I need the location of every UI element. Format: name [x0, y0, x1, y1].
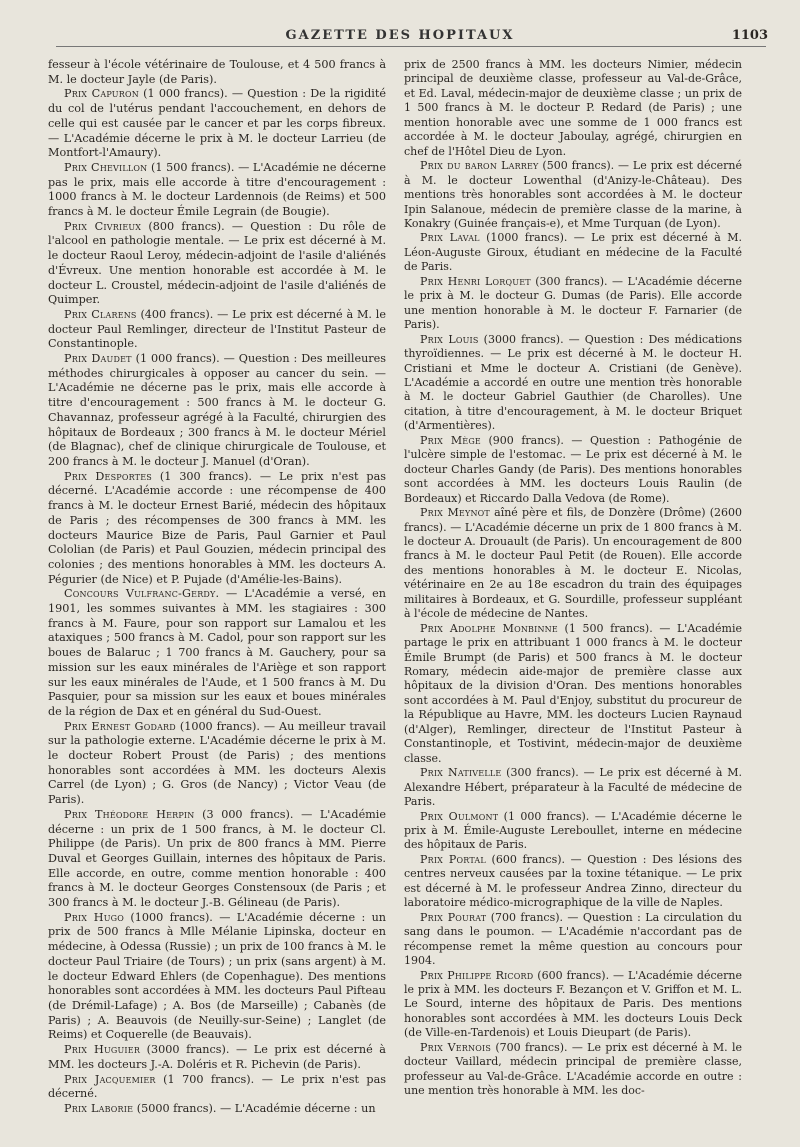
paragraph — [48, 161, 386, 220]
paragraph — [404, 434, 742, 506]
prize-name: Prix Nativelle — [420, 766, 502, 780]
paragraph — [404, 58, 742, 159]
paragraph — [404, 766, 742, 809]
paragraph-text: (1000 francs). — Au meilleur travail sur la pathologie externe. L'Académie décerne le prix à M. le docteur Robert Proust (de Paris) ; des mentions honorables sont accordées à MM. les docteurs Alexis Carrel (de Lyon) ; G. Gros (de Nancy) ; Victor Veau (de Paris). — [48, 719, 387, 807]
prize-name: Prix Daudet — [64, 352, 132, 366]
prize-name: Prix Vernois — [420, 1040, 492, 1054]
paragraph — [404, 1041, 742, 1099]
paragraph — [48, 1043, 386, 1072]
paragraph — [404, 911, 742, 969]
paragraph-text: (700 francs). — Question : La circulation du sang dans le poumon. — L'Académie n'accordant pas de récompense remet la même question au concours pour 1904. — [404, 910, 743, 968]
paragraph — [48, 720, 386, 808]
paragraph — [404, 275, 742, 333]
prize-name: Prix Meynot — [420, 506, 490, 520]
paragraph-text: (3 000 francs). — L'Académie décerne : un prix de 1 500 francs, à M. le docteur Cl. Philippe (de Paris). Un prix de 800 francs à MM. Pierre Duval et Georges Guillain, internes des hôpitaux de Paris. Elle accorde, en outre, comme mention honorable : 400 francs à M. le docteur Georges Constensoux (de Paris ; et 300 francs à M. le docteur J.-B. Gélineau (de Paris). — [48, 807, 386, 910]
paragraph-text: (1 000 francs). — L'Académie décerne le prix à M. Émile-Auguste Lereboullet, interne en médecine des hôpitaux de Paris. — [404, 809, 742, 852]
paragraph — [404, 853, 742, 911]
paragraph-text: (3000 francs). — Le prix est décerné à MM. les docteurs J.-A. Doléris et R. Pichevin (de Paris). — [48, 1043, 386, 1071]
paragraph-text: fesseur à l'école vétérinaire de Toulouse, et 4 500 francs à M. le docteur Jayle (de Paris). — [48, 58, 386, 86]
paragraph-text: (800 francs). — Question : Du rôle de l'alcool en pathologie mentale. — Le prix est décerné à M. le docteur Raoul Leroy, médecin-adjoint de l'asile d'aliénés d'Évreux. Une mention honorable est accordée à M. le docteur L. Croustel, médecin-adjoint de l'asile d'aliénés de Quimper. — [48, 219, 386, 307]
prize-name: Concours Vulfranc-Gerdy — [64, 587, 216, 601]
paragraph — [404, 622, 742, 767]
paragraph — [404, 969, 742, 1041]
paragraph-text: (600 francs). — Question : Des lésions des centres nerveux causées par la toxine tétanique. — Le prix est décerné à M. le professeur Andrea Zinno, directeur du laboratoire médico-micrographique de la ville de Naples. — [404, 852, 743, 910]
paragraph — [48, 1102, 386, 1117]
paragraph-text: (500 francs). — Le prix est décerné à M. le docteur Lowenthal (d'Anizy-le-Château). Des mentions très honorables sont accordées à M. le docteur Ipin Salanoue, médecin de première classe de la marine, à Konakry (Guinée français-e), et Mme Turquan (de Lyon). — [404, 159, 742, 230]
paragraph — [48, 58, 386, 87]
paragraph-text: (400 francs). — Le prix est décerné à M. le docteur Paul Remlinger, directeur de l'Institut Pasteur de Constantinople. — [48, 307, 386, 351]
paragraph — [48, 911, 386, 1043]
paragraph-text: aîné père et fils, de Donzère (Drôme) (2600 francs). — L'Académie décerne un prix de 1 800 francs à M. le docteur A. Drouault (de Paris). Un encouragement de 800 francs à M. le docteur Paul Petit (de Rouen). Elle accorde des mentions honorables à M. le docteur E. Nicolas, vétérinaire en 2e au 18e escadron du train des équipages militaires à Bordeaux, et G. Sourdille, professeur suppléant à l'école de médecine de Nantes. — [404, 506, 742, 621]
paragraph-text: (1 000 francs). — Question : De la rigidité du col de l'utérus pendant l'accouchement, en dehors de celle qui est causée par le cancer et par les corps fibreux. — L'Académie décerne le prix à M. le docteur Larrieu (de Montfort-l'Amaury). — [48, 87, 386, 160]
prize-name: Prix Capuron — [64, 87, 139, 101]
paragraph — [404, 231, 742, 274]
paragraph-text: . — L'Académie a versé, en 1901, les sommes suivantes à MM. les stagiaires : 300 francs à M. Faure, pour son rapport sur Lamalou et les ataxiques ; 500 francs à M. Cadol, pour son rapport sur les boues de Balaruc ; 1 700 francs à M. Gauchery, pour sa mission sur les eaux minérales de l'Ariège et son rapport sur les eaux minérales de l'Aude, et 1 500 francs à M. Du Pasquier, pour sa mission sur les eaux et boues minérales de la région de Dax et en général du Sud-Ouest. — [48, 587, 386, 718]
paragraph-text: (1 000 francs). — Question : Des meilleures méthodes chirurgicales à opposer au cancer du sein. — L'Académie ne décerne pas le prix, mais elle accorde à titre d'encouragement : 500 francs à M. le docteur G. Chavannaz, professeur agrégé à la Faculté, chirurgien des hôpitaux de Bordeaux ; 300 francs à M. le docteur Mériel (de Blagnac), chef de clinique chirurgicale de Toulouse, et 200 francs à M. le docteur J. Manuel (d'Oran). — [48, 352, 386, 468]
prize-name: Prix Clarens — [64, 307, 137, 321]
paragraph-text: (3000 francs). — Question : Des médications thyroïdiennes. — Le prix est décerné à M. le docteur H. Cristiani et Mme le docteur A. Cristiani (de Genève). L'Académie a accordé en outre une mention très honorable à M. le docteur Gabriel Gauthier (de Charolles). Une citation, à titre d'encouragement, à M. le docteur Briquet (d'Armentières). — [404, 332, 742, 433]
prize-name: Prix Ernest Godard — [64, 719, 176, 733]
paragraph-text: (700 francs). — Le prix est décerné à M. le docteur Vaillard, médecin principal de première classe, professeur au Val-de-Grâce. L'Académie accorde en outre : une mention très honorable à MM. les doc- — [404, 1040, 742, 1098]
header-rule — [56, 46, 766, 47]
prize-name: Prix Laval — [420, 231, 480, 245]
prize-name: Prix Adolphe Monbinne — [420, 621, 558, 635]
paragraph-text: (900 francs). — Question : Pathogénie de l'ulcère simple de l'estomac. — Le prix est décerné à M. le docteur Charles Gandy (de Paris). Des mentions honorables sont accordées à MM. les docteurs Louis Raulin (de Bordeaux) et Riccardo Dalla Vedova (de Rome). — [404, 433, 742, 505]
prize-name: Prix Philippe Ricord — [420, 968, 534, 982]
paragraph-text: (1 500 francs). — L'Académie partage le prix en attribuant 1 000 francs à M. le docteur Émile Brumpt (de Paris) et 500 francs à M. le docteur Romary, médecin aide-major de première classe aux hôpitaux de la division d'Oran. Des mentions honorables sont accordées à M. Paul d'Enjoy, substitut du procureur de la République au Havre, MM. les docteurs Lucien Raynaud (d'Alger), Remlinger, directeur de l'Institut Pasteur à Constantinople, et Tostivint, médecin-major de deuxième classe. — [404, 621, 742, 765]
paragraph — [48, 220, 386, 308]
prize-name: Prix Pourat — [420, 910, 487, 924]
paragraph-text: (1000 francs). — Le prix est décerné à M. Léon-Auguste Giroux, étudiant en médecine de la Faculté de Paris. — [404, 231, 742, 274]
left-column — [48, 58, 386, 1117]
prize-name: Prix Hugo — [64, 910, 125, 924]
prize-name: Prix Laborie — [64, 1101, 134, 1115]
prize-name: Prix Mège — [420, 433, 481, 447]
paragraph — [48, 87, 386, 161]
paragraph — [404, 506, 742, 622]
running-head: GAZETTE DES HOPITAUX — [285, 28, 515, 43]
prize-name: Prix Jacquemier — [64, 1072, 156, 1086]
paragraph — [48, 470, 386, 588]
paragraph-text: (1 300 francs). — Le prix n'est pas décerné. L'Académie accorde : une récompense de 400 francs à M. le docteur Ernest Barié, médecin des hôpitaux de Paris ; des récompenses de 300 francs à MM. les docteurs Maurice Bize de Paris, Paul Garnier et Paul Cololian (de Paris) et Paul Gouzien, médecin principal des colonies ; des mentions honorables à MM. les docteurs A. Pégurier (de Nice) et P. Pujade (d'Amélie-les-Bains). — [48, 469, 386, 586]
paragraph — [48, 352, 386, 470]
right-column — [404, 58, 742, 1099]
paragraph-text: (5000 francs). — L'Académie décerne : un — [133, 1101, 376, 1115]
paragraph — [404, 159, 742, 231]
paragraph — [48, 808, 386, 911]
paragraph-text: (300 francs). — L'Académie décerne le prix à M. le docteur G. Dumas (de Paris). Elle accorde une mention honorable à M. le docteur F. Farnarier (de Paris). — [404, 274, 742, 332]
paragraph — [404, 333, 742, 434]
prize-name: Prix du baron Larrey — [420, 159, 539, 173]
paragraph-text: (1 700 francs). — Le prix n'est pas décerné. — [48, 1072, 386, 1101]
prize-name: Prix Louis — [420, 332, 479, 346]
paragraph — [404, 810, 742, 853]
paragraph-text: (1000 francs). — L'Académie décerne : un prix de 500 francs à Mlle Mélanie Lipinska, docteur en médecine, à Odessa (Russie) ; un prix de 100 francs à M. le docteur Paul Triaire (de Tours) ; un prix (sans argent) à M. le docteur Edward Ehlers (de Copenhague). Des mentions honorables sont accordées à MM. les docteurs Paul Pifteau (de Drémil-Lafage) ; A. Bos (de Marseille) ; Cabanès (de Paris) ; A. Beauvois (de Neuilly-sur-Seine) ; Langlet (de Reims) et Coquerelle (de Beauvais). — [48, 910, 386, 1042]
paragraph-text: (1 500 francs). — L'Académie ne décerne pas le prix, mais elle accorde à titre d'encouragement : 1000 francs à M. le docteur Lardennois (de Reims) et 500 francs à M. le docteur Émile Legrain (de Bougie). — [48, 160, 386, 219]
prize-name: Prix Portal — [420, 852, 486, 866]
paragraph-text: (300 francs). — Le prix est décerné à M. Alexandre Hébert, préparateur à la Faculté de médecine de Paris. — [404, 766, 742, 809]
prize-name: Prix Oulmont — [420, 809, 499, 823]
paragraph — [48, 308, 386, 352]
paragraph — [48, 587, 386, 719]
page-header — [0, 22, 800, 42]
prize-name: Prix Théodore Herpin — [64, 807, 195, 821]
paragraph-text: prix de 2500 francs à MM. les docteurs Nimier, médecin principal de deuxième classe, professeur au Val-de-Grâce, et Ed. Laval, médecin-major de deuxième classe ; un prix de 1 500 francs à M. le docteur P. Redard (de Paris) ; une mention honorable avec une somme de 1 000 francs est accordée à M. le docteur Jaboulay, agrégé, chirurgien en chef de l'Hôtel Dieu de Lyon. — [404, 58, 742, 158]
page-number: 1103 — [731, 28, 768, 43]
prize-name: Prix Civrieux — [64, 219, 142, 233]
prize-name: Prix Chevillon — [64, 160, 148, 174]
prize-name: Prix Huguier — [64, 1043, 141, 1057]
prize-name: Prix Henri Lorquet — [420, 274, 531, 288]
paragraph — [48, 1073, 386, 1102]
prize-name: Prix Desportes — [64, 469, 152, 483]
paragraph-text: (600 francs). — L'Académie décerne le prix à MM. les docteurs F. Bezançon et V. Griffon et M. L. Le Sourd, interne des hôpitaux de Paris. Des mentions honorables sont accordées à MM. les docteurs Louis Deck (de Ville-en-Tardenois) et Louis Dieupart (de Paris). — [404, 968, 742, 1040]
